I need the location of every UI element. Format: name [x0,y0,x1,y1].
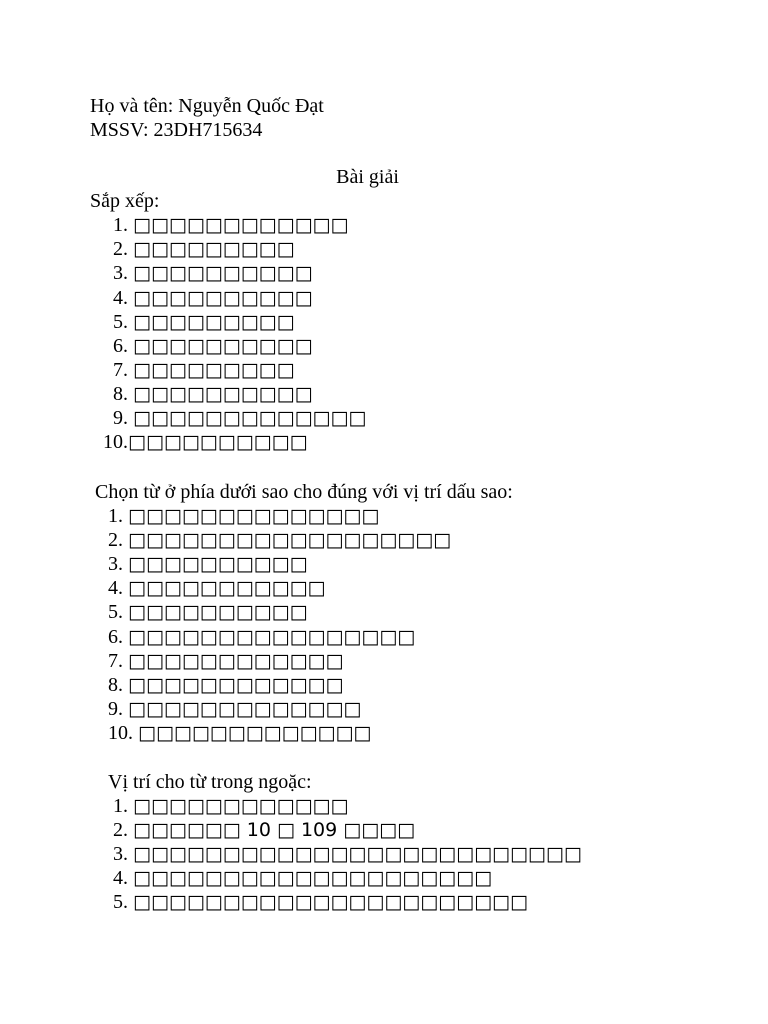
item-text: □□□□□□□□□□□□□ [128,698,362,720]
list-item [90,576,325,600]
section2-heading: Chọn từ ở phía dưới sao cho đúng với vị trí dấu sao: [95,481,513,503]
list-item [90,237,295,261]
item-number: 3. [113,843,128,865]
item-text: □□□□□□□□□□□□□□□□□□□□ [133,867,493,889]
item-number: 4. [108,577,123,599]
section1-heading: Sắp xếp: [90,190,160,212]
item-text: □□□□□□□□□□ [133,262,313,284]
item-number: 3. [113,262,128,284]
item-text: □□□□□□□□□□□□□□ [128,505,380,527]
item-number: 2. [113,819,128,841]
list-item [90,430,308,454]
item-text: □□□□□□□□□□□□ [128,650,344,672]
list-item [90,866,492,890]
item-number: 2. [113,238,128,260]
list-item [90,721,371,745]
item-text: □□□□□□□□□ [133,311,295,333]
list-item [90,625,415,649]
item-text: □□□□□□□□□□□□□□□□ [128,626,416,648]
list-item [90,794,348,818]
list-item [90,842,582,866]
item-text: □□□□□□□□□□□□□ [138,722,372,744]
item-number: 5. [113,311,128,333]
item-number: 5. [108,601,123,623]
section3-heading: Vị trí cho từ trong ngoặc: [108,771,312,793]
student-name: Họ và tên: Nguyễn Quốc Đạt [90,95,324,117]
item-text: □□□□□□□□□□□□□ [133,407,367,429]
list-item [90,697,361,721]
item-number: 9. [113,407,128,429]
list-item [90,213,348,237]
list-item [90,818,415,842]
list-item [90,310,295,334]
item-text: □□□□□□□□□□□□ [133,795,349,817]
item-text: □□□□□□□□□□ [128,553,308,575]
item-text: □□□□□□□□□□□ [128,577,326,599]
item-text: □□□□□□ 10 □ 109 □□□□ [133,819,416,841]
item-text: □□□□□□□□□□□□ [133,214,349,236]
list-item [90,552,308,576]
list-item [90,600,308,624]
list-item [90,528,451,552]
item-number: 8. [108,674,123,696]
item-text: □□□□□□□□□□□□□□□□□□□□□□ [133,891,528,913]
item-number: 7. [113,359,128,381]
item-number: 6. [108,626,123,648]
item-number: 6. [113,335,128,357]
list-item [90,890,528,914]
item-number: 1. [113,795,128,817]
list-item [90,649,343,673]
item-number: 2. [108,529,123,551]
item-number: 1. [113,214,128,236]
item-text: □□□□□□□□□□ [128,601,308,623]
item-number: 9. [108,698,123,720]
item-number: 7. [108,650,123,672]
item-number: 4. [113,287,128,309]
item-number: 3. [108,553,123,575]
item-text: □□□□□□□□□□ [133,383,313,405]
item-number: 10. [103,431,128,453]
list-item [90,673,343,697]
item-text: □□□□□□□□□ [133,238,295,260]
student-id: MSSV: 23DH715634 [90,119,263,141]
item-text: □□□□□□□□□□□□ [128,674,344,696]
item-number: 10. [108,722,133,744]
list-item [90,286,313,310]
list-item [90,504,379,528]
item-text: □□□□□□□□□□□□□□□□□□ [128,529,452,551]
page-title: Bài giải [336,166,399,188]
item-number: 5. [113,891,128,913]
item-number: 4. [113,867,128,889]
item-text: □□□□□□□□□□ [128,431,308,453]
item-text: □□□□□□□□□□□□□□□□□□□□□□□□□ [133,843,582,865]
list-item [90,334,313,358]
list-item [90,261,313,285]
item-number: 8. [113,383,128,405]
list-item [90,358,295,382]
list-item [90,382,313,406]
item-text: □□□□□□□□□□ [133,335,313,357]
item-number: 1. [108,505,123,527]
item-text: □□□□□□□□□□ [133,287,313,309]
item-text: □□□□□□□□□ [133,359,295,381]
list-item [90,406,366,430]
